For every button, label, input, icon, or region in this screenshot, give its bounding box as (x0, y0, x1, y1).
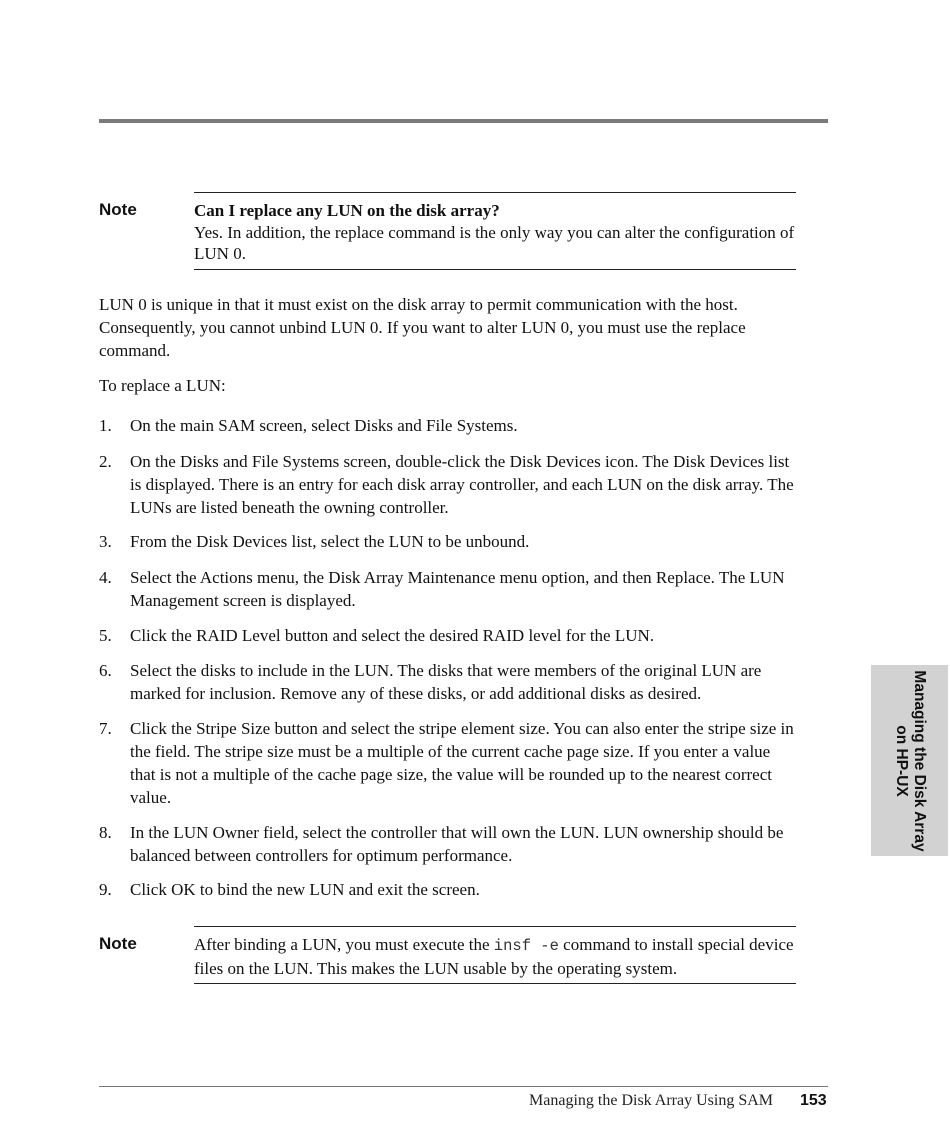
chapter-tab-line-1: Managing the Disk Array (910, 669, 928, 852)
list-item (99, 717, 799, 809)
list-item (99, 450, 799, 519)
command-code: insf -e (493, 937, 559, 955)
list-item (99, 566, 799, 612)
lead-in-text: To replace a LUN: (99, 376, 226, 395)
step-number: 6. (99, 661, 112, 680)
header-rule (99, 119, 828, 123)
step-text: Select the Actions menu, the Disk Array Maintenance menu option, and then Replace. The LUN Management screen is displayed. (130, 568, 785, 610)
step-text: Select the disks to include in the LUN. The disks that were members of the original LUN are marked for inclusion. Remove any of these disks, or add additional disks as desired. (130, 661, 762, 703)
step-text: On the main SAM screen, select Disks and File Systems. (130, 416, 518, 435)
note-label: Note (99, 934, 137, 953)
step-number: 8. (99, 823, 112, 842)
chapter-side-tab (871, 665, 948, 856)
list-item (99, 624, 799, 647)
list-item (99, 530, 799, 553)
chapter-tab-label (892, 665, 928, 856)
step-number: 5. (99, 626, 112, 645)
list-item (99, 414, 799, 437)
step-number: 4. (99, 568, 112, 587)
chapter-tab-line-2: on HP-UX (892, 724, 910, 797)
step-number: 9. (99, 880, 112, 899)
note-text-after: command to install special device files on the LUN. This makes the LUN usable by the operating system. (194, 935, 794, 978)
step-number: 2. (99, 452, 112, 471)
step-number: 7. (99, 719, 112, 738)
step-number: 3. (99, 532, 112, 551)
note-text-before: After binding a LUN, you must execute the (194, 935, 490, 954)
footer-rule (99, 1086, 828, 1087)
step-number: 1. (99, 416, 112, 435)
note-answer: Yes. In addition, the replace command is the only way you can alter the configuration of LUN 0. (194, 222, 795, 263)
note-box (194, 926, 796, 984)
step-text: On the Disks and File Systems screen, double-click the Disk Devices icon. The Disk Devices list is displayed. There is an entry for each disk array controller, and each LUN on the disk array. The LUNs are listed beneath the owning controller. (130, 452, 794, 517)
step-text: Click OK to bind the new LUN and exit the screen. (130, 880, 480, 899)
intro-paragraph: LUN 0 is unique in that it must exist on the disk array to permit communication with the host. Consequently, you cannot unbind LUN 0. If you want to alter LUN 0, you must use the replace command. (99, 295, 746, 360)
list-item (99, 659, 799, 705)
page-number: 153 (800, 1092, 827, 1109)
step-text: In the LUN Owner field, select the controller that will own the LUN. LUN ownership should be balanced between controllers for optimum performance. (130, 823, 784, 865)
list-item (99, 878, 799, 901)
note-box (194, 192, 796, 270)
note-label: Note (99, 200, 137, 219)
list-item (99, 821, 799, 867)
step-text: Click the Stripe Size button and select the stripe element size. You can also enter the stripe size in the field. The stripe size must be a multiple of the current cache page size. If you enter a value that is not a multiple of the cache page size, the value will be rounded up to the nearest correct value. (130, 719, 794, 807)
note-question: Can I replace any LUN on the disk array? (194, 201, 500, 220)
step-text: Click the RAID Level button and select the desired RAID level for the LUN. (130, 626, 655, 645)
footer-section-title: Managing the Disk Array Using SAM (529, 1092, 773, 1109)
step-text: From the Disk Devices list, select the LUN to be unbound. (130, 532, 530, 551)
